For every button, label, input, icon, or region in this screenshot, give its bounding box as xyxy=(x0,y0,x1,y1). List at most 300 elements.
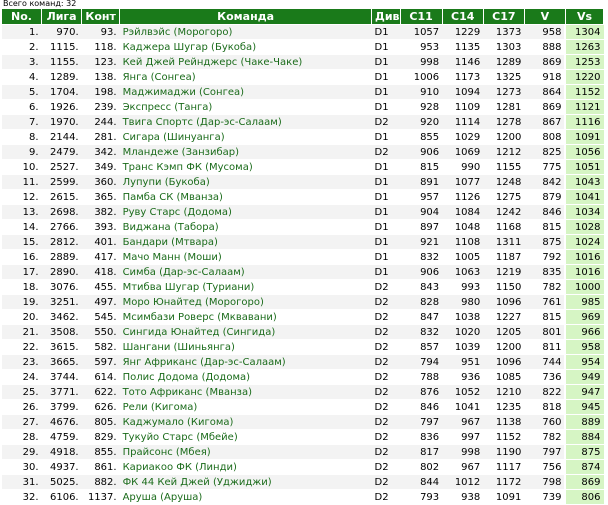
cell-c11: 857 xyxy=(400,340,442,355)
cell-team-name[interactable]: Мсимбази Роверс (Мквавани) xyxy=(120,310,372,325)
table-row[interactable] xyxy=(2,25,604,40)
header-c14[interactable]: C14 xyxy=(442,9,483,25)
table-row[interactable] xyxy=(2,100,604,115)
cell-c17: 1373 xyxy=(483,25,524,40)
cell-liga: 1926. xyxy=(42,100,82,115)
cell-vs: 1121 xyxy=(565,100,603,115)
cell-team-name[interactable]: Моро Юнайтед (Морогоро) xyxy=(120,295,372,310)
cell-v: 864 xyxy=(524,85,565,100)
table-row[interactable] xyxy=(2,85,604,100)
table-row[interactable] xyxy=(2,400,604,415)
cell-no: 30. xyxy=(2,460,42,475)
cell-kont: 198. xyxy=(82,85,120,100)
cell-c17: 1117 xyxy=(483,460,524,475)
cell-c17: 1303 xyxy=(483,40,524,55)
table-row[interactable] xyxy=(2,160,604,175)
cell-team-name[interactable]: Сингида Юнайтед (Сингида) xyxy=(120,325,372,340)
cell-div: D2 xyxy=(372,430,400,445)
teams-table xyxy=(1,8,604,505)
cell-team-name[interactable]: Прайсонс (Мбея) xyxy=(120,445,372,460)
cell-team-name[interactable]: Шангани (Шиньянга) xyxy=(120,340,372,355)
cell-team-name[interactable]: Аруша (Аруша) xyxy=(120,490,372,505)
cell-c14: 1038 xyxy=(442,310,483,325)
cell-kont: 545. xyxy=(82,310,120,325)
cell-c17: 1242 xyxy=(483,205,524,220)
cell-c17: 1281 xyxy=(483,100,524,115)
cell-div: D2 xyxy=(372,355,400,370)
cell-c17: 1227 xyxy=(483,310,524,325)
cell-c14: 1126 xyxy=(442,190,483,205)
table-row[interactable] xyxy=(2,40,604,55)
cell-vs: 889 xyxy=(565,415,603,430)
table-row[interactable] xyxy=(2,460,604,475)
cell-no: 16. xyxy=(2,250,42,265)
cell-liga: 4918. xyxy=(42,445,82,460)
cell-div: D2 xyxy=(372,115,400,130)
cell-div: D1 xyxy=(372,265,400,280)
table-row[interactable] xyxy=(2,415,604,430)
cell-v: 818 xyxy=(524,400,565,415)
cell-team-name[interactable]: Каджера Шугар (Букоба) xyxy=(120,40,372,55)
cell-liga: 2766. xyxy=(42,220,82,235)
cell-v: 875 xyxy=(524,235,565,250)
cell-no: 25. xyxy=(2,385,42,400)
table-row[interactable] xyxy=(2,220,604,235)
cell-v: 775 xyxy=(524,160,565,175)
cell-liga: 3462. xyxy=(42,310,82,325)
cell-team-name[interactable]: Бандари (Мтвара) xyxy=(120,235,372,250)
cell-div: D1 xyxy=(372,220,400,235)
cell-kont: 401. xyxy=(82,235,120,250)
cell-liga: 1289. xyxy=(42,70,82,85)
table-row[interactable] xyxy=(2,190,604,205)
cell-c11: 906 xyxy=(400,265,442,280)
cell-c17: 1091 xyxy=(483,490,524,505)
table-row[interactable] xyxy=(2,370,604,385)
cell-div: D1 xyxy=(372,250,400,265)
cell-vs: 1253 xyxy=(565,55,603,70)
cell-kont: 855. xyxy=(82,445,120,460)
cell-team-name[interactable]: Лупупи (Букоба) xyxy=(120,175,372,190)
table-row[interactable] xyxy=(2,130,604,145)
table-row[interactable] xyxy=(2,115,604,130)
cell-c14: 967 xyxy=(442,460,483,475)
cell-liga: 4676. xyxy=(42,415,82,430)
cell-v: 958 xyxy=(524,25,565,40)
cell-v: 760 xyxy=(524,415,565,430)
cell-c11: 815 xyxy=(400,160,442,175)
cell-c11: 828 xyxy=(400,295,442,310)
cell-c17: 1219 xyxy=(483,265,524,280)
cell-liga: 3615. xyxy=(42,340,82,355)
cell-no: 7. xyxy=(2,115,42,130)
cell-team-name[interactable]: ФК 44 Кей Джей (Уджиджи) xyxy=(120,475,372,490)
cell-no: 28. xyxy=(2,430,42,445)
cell-vs: 1024 xyxy=(565,235,603,250)
cell-team-name[interactable]: Кей Джей Рейнджерс (Чаке-Чаке) xyxy=(120,55,372,70)
cell-div: D2 xyxy=(372,145,400,160)
cell-liga: 2144. xyxy=(42,130,82,145)
cell-no: 29. xyxy=(2,445,42,460)
cell-liga: 3076. xyxy=(42,280,82,295)
cell-c17: 1190 xyxy=(483,445,524,460)
cell-div: D1 xyxy=(372,205,400,220)
cell-vs: 875 xyxy=(565,445,603,460)
cell-div: D2 xyxy=(372,385,400,400)
cell-c14: 1012 xyxy=(442,475,483,490)
cell-kont: 622. xyxy=(82,385,120,400)
cell-vs: 1304 xyxy=(565,25,603,40)
table-row[interactable] xyxy=(2,235,604,250)
cell-team-name[interactable]: Кариакоо ФК (Линди) xyxy=(120,460,372,475)
cell-c17: 1248 xyxy=(483,175,524,190)
cell-c17: 1085 xyxy=(483,370,524,385)
cell-vs: 945 xyxy=(565,400,603,415)
cell-v: 846 xyxy=(524,205,565,220)
cell-div: D1 xyxy=(372,70,400,85)
cell-no: 31. xyxy=(2,475,42,490)
cell-v: 739 xyxy=(524,490,565,505)
table-row[interactable] xyxy=(2,145,604,160)
cell-c14: 1063 xyxy=(442,265,483,280)
cell-div: D1 xyxy=(372,40,400,55)
cell-liga: 1970. xyxy=(42,115,82,130)
cell-no: 23. xyxy=(2,355,42,370)
cell-no: 21. xyxy=(2,325,42,340)
cell-c14: 951 xyxy=(442,355,483,370)
cell-c11: 920 xyxy=(400,115,442,130)
cell-v: 867 xyxy=(524,115,565,130)
table-row[interactable] xyxy=(2,205,604,220)
cell-kont: 349. xyxy=(82,160,120,175)
cell-liga: 1704. xyxy=(42,85,82,100)
cell-no: 11. xyxy=(2,175,42,190)
cell-vs: 1028 xyxy=(565,220,603,235)
table-row[interactable] xyxy=(2,325,604,340)
table-row[interactable] xyxy=(2,445,604,460)
cell-vs: 1220 xyxy=(565,70,603,85)
cell-team-name[interactable]: Каджумало (Кигома) xyxy=(120,415,372,430)
cell-c17: 1096 xyxy=(483,295,524,310)
header-c11[interactable]: C11 xyxy=(400,9,442,25)
cell-v: 761 xyxy=(524,295,565,310)
cell-div: D2 xyxy=(372,370,400,385)
header-c17[interactable]: C17 xyxy=(483,9,524,25)
cell-no: 15. xyxy=(2,235,42,250)
cell-c11: 847 xyxy=(400,310,442,325)
cell-liga: 2698. xyxy=(42,205,82,220)
cell-c11: 843 xyxy=(400,280,442,295)
cell-v: 808 xyxy=(524,130,565,145)
cell-div: D2 xyxy=(372,295,400,310)
cell-c11: 817 xyxy=(400,445,442,460)
header-vs[interactable]: Vs xyxy=(565,9,603,25)
cell-liga: 3771. xyxy=(42,385,82,400)
cell-c14: 1094 xyxy=(442,85,483,100)
cell-div: D2 xyxy=(372,415,400,430)
cell-c11: 836 xyxy=(400,430,442,445)
cell-liga: 2615. xyxy=(42,190,82,205)
table-row[interactable] xyxy=(2,70,604,85)
cell-no: 19. xyxy=(2,295,42,310)
cell-c17: 1235 xyxy=(483,400,524,415)
cell-c11: 793 xyxy=(400,490,442,505)
cell-vs: 949 xyxy=(565,370,603,385)
cell-c14: 1135 xyxy=(442,40,483,55)
cell-kont: 1137. xyxy=(82,490,120,505)
cell-div: D2 xyxy=(372,280,400,295)
cell-kont: 382. xyxy=(82,205,120,220)
cell-vs: 874 xyxy=(565,460,603,475)
cell-kont: 614. xyxy=(82,370,120,385)
cell-liga: 4937. xyxy=(42,460,82,475)
cell-vs: 985 xyxy=(565,295,603,310)
cell-v: 811 xyxy=(524,340,565,355)
cell-c14: 1146 xyxy=(442,55,483,70)
cell-vs: 954 xyxy=(565,355,603,370)
cell-c17: 1096 xyxy=(483,355,524,370)
cell-team-name[interactable]: Мачо Манн (Моши) xyxy=(120,250,372,265)
cell-c11: 906 xyxy=(400,145,442,160)
cell-c17: 1325 xyxy=(483,70,524,85)
cell-liga: 2527. xyxy=(42,160,82,175)
cell-liga: 3744. xyxy=(42,370,82,385)
cell-vs: 1016 xyxy=(565,265,603,280)
cell-team-name[interactable]: Сигара (Шинуанга) xyxy=(120,130,372,145)
cell-kont: 118. xyxy=(82,40,120,55)
cell-team-name[interactable]: Мландеже (Занзибар) xyxy=(120,145,372,160)
cell-v: 797 xyxy=(524,445,565,460)
cell-kont: 393. xyxy=(82,220,120,235)
cell-v: 822 xyxy=(524,385,565,400)
table-row[interactable] xyxy=(2,265,604,280)
cell-c17: 1275 xyxy=(483,190,524,205)
cell-kont: 455. xyxy=(82,280,120,295)
cell-c17: 1311 xyxy=(483,235,524,250)
cell-no: 6. xyxy=(2,100,42,115)
cell-c14: 1052 xyxy=(442,385,483,400)
cell-v: 879 xyxy=(524,190,565,205)
cell-c11: 928 xyxy=(400,100,442,115)
header-team[interactable]: Команда xyxy=(120,9,372,25)
table-row[interactable] xyxy=(2,250,604,265)
table-row[interactable] xyxy=(2,355,604,370)
cell-v: 825 xyxy=(524,145,565,160)
cell-c11: 953 xyxy=(400,40,442,55)
cell-vs: 947 xyxy=(565,385,603,400)
cell-no: 3. xyxy=(2,55,42,70)
cell-team-name[interactable]: Руву Старс (Додома) xyxy=(120,205,372,220)
cell-vs: 1041 xyxy=(565,190,603,205)
cell-no: 27. xyxy=(2,415,42,430)
table-header-row xyxy=(2,9,604,25)
cell-kont: 244. xyxy=(82,115,120,130)
cell-liga: 3251. xyxy=(42,295,82,310)
cell-no: 14. xyxy=(2,220,42,235)
cell-vs: 869 xyxy=(565,475,603,490)
table-row[interactable] xyxy=(2,280,604,295)
team-count-caption: Всего команд: 32 xyxy=(3,0,77,8)
cell-team-name[interactable]: Твига Спортс (Дар-эс-Салаам) xyxy=(120,115,372,130)
cell-team-name[interactable]: Транс Кэмп ФК (Мусома) xyxy=(120,160,372,175)
cell-liga: 4759. xyxy=(42,430,82,445)
table-row[interactable] xyxy=(2,295,604,310)
cell-c14: 1020 xyxy=(442,325,483,340)
cell-liga: 1115. xyxy=(42,40,82,55)
cell-v: 842 xyxy=(524,175,565,190)
cell-c14: 1229 xyxy=(442,25,483,40)
cell-c11: 897 xyxy=(400,220,442,235)
header-div[interactable]: Див xyxy=(372,9,400,25)
cell-c11: 846 xyxy=(400,400,442,415)
cell-c14: 1109 xyxy=(442,100,483,115)
cell-c14: 998 xyxy=(442,445,483,460)
cell-c11: 832 xyxy=(400,325,442,340)
cell-kont: 550. xyxy=(82,325,120,340)
cell-c17: 1278 xyxy=(483,115,524,130)
cell-kont: 138. xyxy=(82,70,120,85)
cell-liga: 3665. xyxy=(42,355,82,370)
cell-div: D2 xyxy=(372,400,400,415)
table-row[interactable] xyxy=(2,310,604,325)
cell-no: 4. xyxy=(2,70,42,85)
cell-div: D1 xyxy=(372,25,400,40)
cell-team-name[interactable]: Тукуйо Старс (Мбейе) xyxy=(120,430,372,445)
cell-kont: 418. xyxy=(82,265,120,280)
cell-div: D1 xyxy=(372,160,400,175)
header-liga[interactable]: Лига xyxy=(42,9,82,25)
cell-vs: 966 xyxy=(565,325,603,340)
header-v[interactable]: V xyxy=(524,9,565,25)
cell-c17: 1187 xyxy=(483,250,524,265)
table-row[interactable] xyxy=(2,340,604,355)
cell-div: D2 xyxy=(372,460,400,475)
cell-c14: 967 xyxy=(442,415,483,430)
cell-c17: 1212 xyxy=(483,145,524,160)
cell-c11: 855 xyxy=(400,130,442,145)
cell-liga: 6106. xyxy=(42,490,82,505)
cell-c17: 1155 xyxy=(483,160,524,175)
cell-team-name[interactable]: Полис Додома (Додома) xyxy=(120,370,372,385)
cell-v: 918 xyxy=(524,70,565,85)
cell-team-name[interactable]: Янга (Сонгеа) xyxy=(120,70,372,85)
cell-c17: 1150 xyxy=(483,280,524,295)
cell-v: 782 xyxy=(524,280,565,295)
header-no[interactable]: No. xyxy=(2,9,42,25)
cell-team-name[interactable]: Рели (Кигома) xyxy=(120,400,372,415)
cell-team-name[interactable]: Тото Африканс (Мванза) xyxy=(120,385,372,400)
cell-c14: 1048 xyxy=(442,220,483,235)
table-row[interactable] xyxy=(2,385,604,400)
cell-kont: 597. xyxy=(82,355,120,370)
cell-div: D1 xyxy=(372,235,400,250)
table-row[interactable] xyxy=(2,475,604,490)
cell-kont: 93. xyxy=(82,25,120,40)
cell-c14: 1084 xyxy=(442,205,483,220)
cell-c11: 788 xyxy=(400,370,442,385)
cell-vs: 958 xyxy=(565,340,603,355)
cell-div: D1 xyxy=(372,85,400,100)
cell-c17: 1200 xyxy=(483,340,524,355)
cell-div: D1 xyxy=(372,190,400,205)
cell-team-name[interactable]: Памба СК (Мванза) xyxy=(120,190,372,205)
cell-no: 10. xyxy=(2,160,42,175)
cell-kont: 342. xyxy=(82,145,120,160)
cell-v: 792 xyxy=(524,250,565,265)
table-row[interactable] xyxy=(2,490,604,505)
cell-vs: 1043 xyxy=(565,175,603,190)
cell-c11: 794 xyxy=(400,355,442,370)
table-row[interactable] xyxy=(2,430,604,445)
cell-team-name[interactable]: Симба (Дар-эс-Салаам) xyxy=(120,265,372,280)
cell-vs: 1263 xyxy=(565,40,603,55)
cell-v: 782 xyxy=(524,430,565,445)
cell-vs: 1116 xyxy=(565,115,603,130)
cell-c17: 1152 xyxy=(483,430,524,445)
cell-no: 5. xyxy=(2,85,42,100)
cell-team-name[interactable]: Маджимаджи (Сонгеа) xyxy=(120,85,372,100)
cell-no: 9. xyxy=(2,145,42,160)
cell-liga: 3799. xyxy=(42,400,82,415)
cell-c14: 1029 xyxy=(442,130,483,145)
cell-kont: 582. xyxy=(82,340,120,355)
cell-div: D2 xyxy=(372,310,400,325)
cell-liga: 2889. xyxy=(42,250,82,265)
cell-div: D2 xyxy=(372,340,400,355)
cell-c14: 1114 xyxy=(442,115,483,130)
cell-v: 756 xyxy=(524,460,565,475)
cell-c14: 936 xyxy=(442,370,483,385)
cell-liga: 5025. xyxy=(42,475,82,490)
cell-liga: 3508. xyxy=(42,325,82,340)
cell-v: 888 xyxy=(524,40,565,55)
cell-v: 736 xyxy=(524,370,565,385)
cell-liga: 2812. xyxy=(42,235,82,250)
cell-c14: 1069 xyxy=(442,145,483,160)
cell-liga: 2599. xyxy=(42,175,82,190)
cell-c14: 1173 xyxy=(442,70,483,85)
cell-team-name[interactable]: Виджана (Табора) xyxy=(120,220,372,235)
cell-c11: 832 xyxy=(400,250,442,265)
table-row[interactable] xyxy=(2,175,604,190)
table-row[interactable] xyxy=(2,55,604,70)
cell-liga: 2890. xyxy=(42,265,82,280)
cell-c14: 1041 xyxy=(442,400,483,415)
cell-v: 815 xyxy=(524,220,565,235)
cell-team-name[interactable]: Рэйлвэйс (Морогоро) xyxy=(120,25,372,40)
cell-div: D1 xyxy=(372,55,400,70)
cell-v: 815 xyxy=(524,310,565,325)
cell-c11: 1006 xyxy=(400,70,442,85)
cell-no: 12. xyxy=(2,190,42,205)
cell-c11: 1057 xyxy=(400,25,442,40)
cell-c11: 891 xyxy=(400,175,442,190)
cell-div: D1 xyxy=(372,175,400,190)
header-kont[interactable]: Конт xyxy=(82,9,120,25)
cell-c11: 876 xyxy=(400,385,442,400)
cell-kont: 365. xyxy=(82,190,120,205)
cell-div: D1 xyxy=(372,130,400,145)
cell-team-name[interactable]: Мтибва Шугар (Туриани) xyxy=(120,280,372,295)
cell-kont: 805. xyxy=(82,415,120,430)
cell-div: D2 xyxy=(372,475,400,490)
cell-vs: 1000 xyxy=(565,280,603,295)
cell-team-name[interactable]: Экспресс (Танга) xyxy=(120,100,372,115)
cell-c14: 980 xyxy=(442,295,483,310)
cell-kont: 497. xyxy=(82,295,120,310)
cell-team-name[interactable]: Янг Африканс (Дар-эс-Салаам) xyxy=(120,355,372,370)
cell-c14: 1108 xyxy=(442,235,483,250)
